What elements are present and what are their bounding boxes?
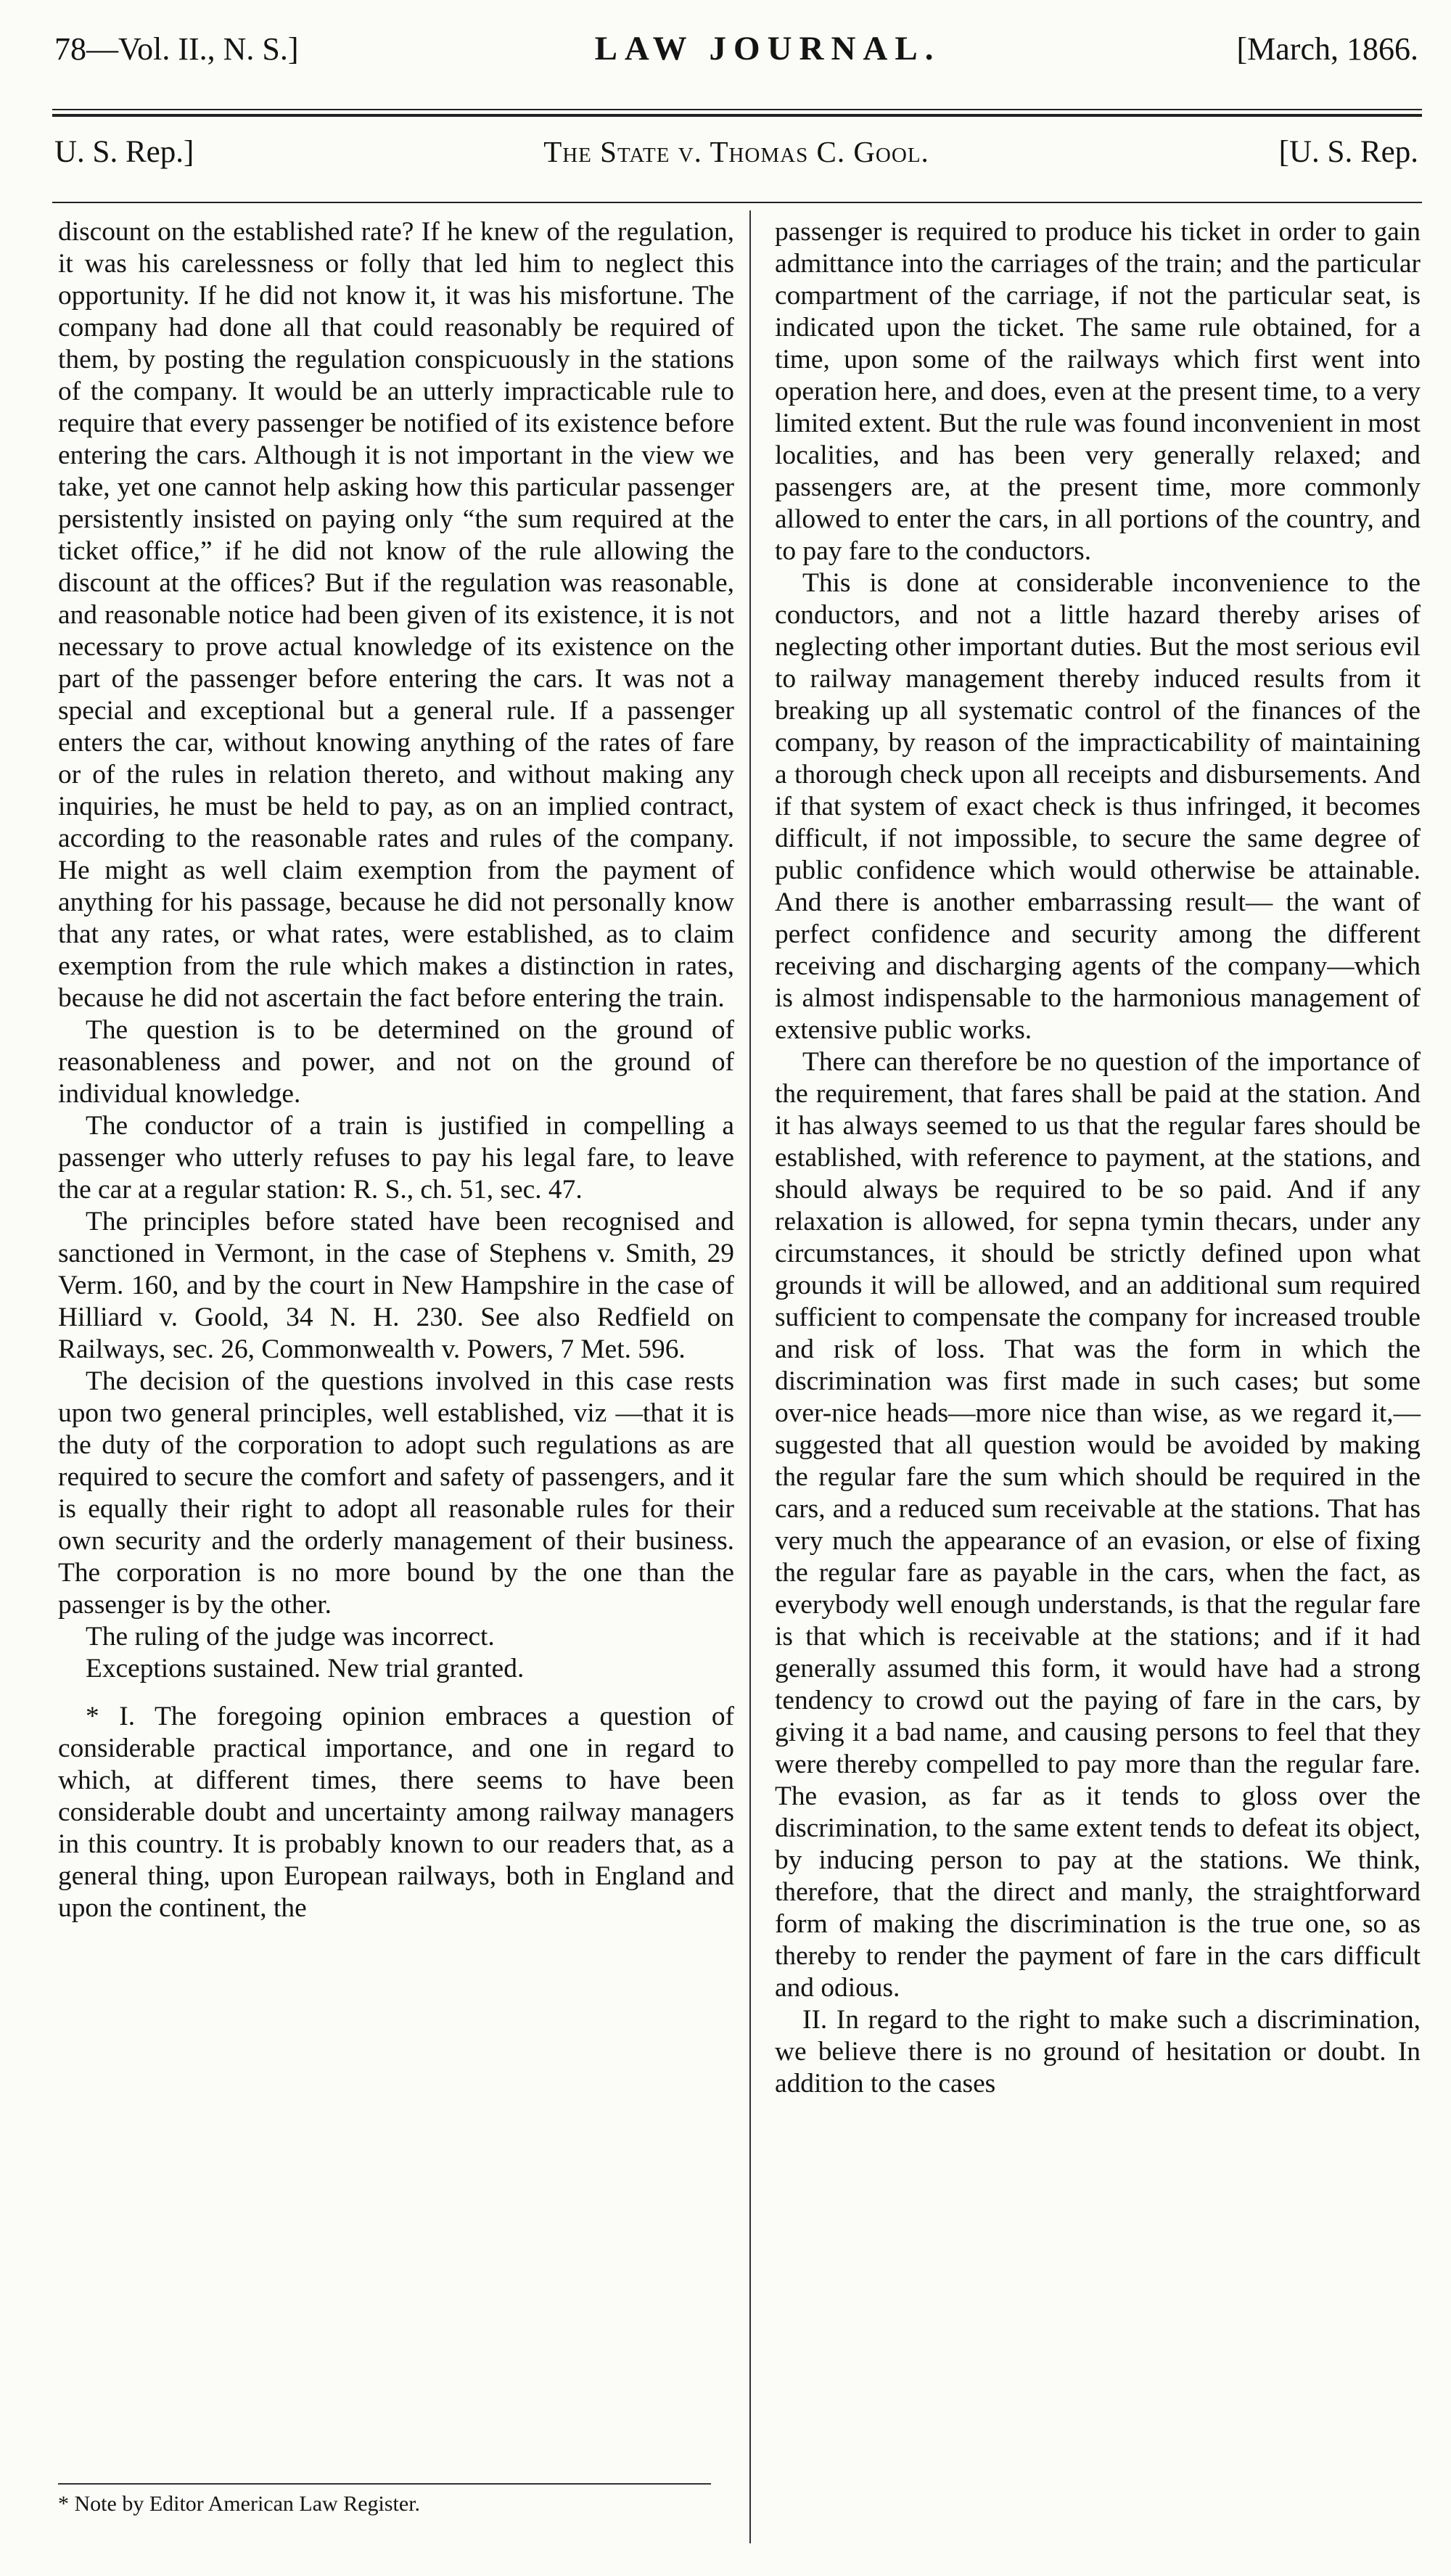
footnote-rule <box>58 2483 711 2485</box>
case-header-rule <box>52 202 1422 203</box>
right-column <box>775 216 1421 2100</box>
ruling-line: The ruling of the judge was incorrect. <box>86 1622 495 1652</box>
paragraph: The principles before stated have been recognised and sanctioned in Vermont, in the case of Stephens v. Smith, 29 Verm. 160, and by the court in New Hampshire in the case of Hilliard v. Goold, 34 N. H. 230. See also Redfield on Railways, sec. 26, Commonwealth v. Powers, 7 Met. 596. <box>58 1207 734 1364</box>
paragraph: passenger is required to produce his ticket in order to gain admittance into the carriages of the train; and the particular compartment of the carriage, if not the particular seat, is indicated upon the ticket. The same rule obtained, for a time, upon some of the railways which first went into operation here, and does, even at the present time, to a very limited extent. But the rule was found inconvenient in most localities, and has been very generally relaxed; and passengers are, at the present time, more commonly allowed to enter the cars, in all portions of the country, and to pay fare to the conductors. <box>775 217 1421 566</box>
header-volume: 78—Vol. II., N. S.] <box>54 31 299 67</box>
paragraph: The question is to be determined on the ground of reasonableness and power, and not on the ground of individual knowledge. <box>58 1015 734 1109</box>
footnote-text: Note by Editor American Law Register. <box>74 2492 421 2516</box>
header-journal-title: LAW JOURNAL. <box>594 30 941 67</box>
paragraph: There can therefore be no question of the importance of the requirement, that fares shall be paid at the station. And it has always seemed to us that the regular fares should be established, with reference to payment, at the stations, and should always be required to be so paid. And if any relaxation is allowed, for sepna tymin thecars, under any circumstances, it should be strictly defined upon what grounds it will be allowed, and an additional sum required sufficient to compensate the company for increased trouble and risk of loss. That was the form in which the discrimination was first made in such cases; but some over-nice heads—more nice than wise, as we regard it,—suggested that all question would be avoided by making the regular fare the sum which should be required in the cars, and a reduced sum receivable at the stations. That has very much the appearance of an evasion, or else of fixing the regular fare as payable in the cars, when the fact, as everybody well enough understands, is that the regular fare is that which is receivable at the stations; and if it had generally assumed this form, it would have had a strong tendency to crowd out the paying of fare in the cars, by giving it a bad name, and causing persons to feel that they were thereby compelled to pay more than the regular fare. The evasion, as far as it tends to gloss over the discrimination, to the same extent tends to defeat its object, by inducing person to pay at the stations. We think, therefore, that the direct and manly, the straightforward form of making the discrimination is the true one, so as thereby to render the payment of fare in the cars difficult and odious. <box>775 1047 1421 2003</box>
report-right: [U. S. Rep. <box>1278 135 1418 169</box>
paragraph: The conductor of a train is justified in compelling a passenger who utterly refuses to pay his legal fare, to leave the car at a regular station: R. S., ch. 51, sec. 47. <box>58 1111 734 1205</box>
left-column <box>58 216 734 1924</box>
footnote-marker: * <box>58 2492 69 2516</box>
report-left: U. S. Rep.] <box>54 135 194 169</box>
footnote <box>58 2492 420 2516</box>
case-header <box>54 134 1418 185</box>
column-divider <box>749 210 751 2543</box>
case-title: The State v. Thomas C. Gool. <box>543 135 929 168</box>
header-rule-thick <box>52 114 1422 117</box>
judgment-line: Exceptions sustained. New trial granted. <box>86 1654 525 1683</box>
paragraph: discount on the established rate? If he knew of the regulation, it was his carelessness or folly that led him to neglect this opportunity. If he did not know it, it was his misfortune. The company had done all that could reasonably be required of them, by posting the regulation conspicuously in the stations of the company. It would be an utterly impracticable rule to require that every passenger be notified of its existence before entering the cars. Although it is not important in the view we take, yet one cannot help asking how this particular passenger persistently insisted on paying only “the sum required at the ticket office,” if he did not know of the rule allowing the discount at the offices? But if the regulation was reasonable, and reasonable notice had been given of its existence, it is not necessary to prove actual knowledge of its existence on the part of the passenger before entering the cars. It was not a special and exceptional but a general rule. If a passenger enters the car, without knowing anything of the rates of fare or of the rules in relation thereto, and without making any inquiries, he must be held to pay, as on an implied contract, according to the reasonable rates and rules of the company. He might as well claim exemption from the payment of anything for his passage, because he did not personally know that any rates, or what rates, were established, as to claim exemption from the rule which makes a distinction in rates, because he did not ascertain the fact before entering the train. <box>58 217 734 1013</box>
paragraph: The decision of the questions involved in this case rests upon two general principles, well established, viz —that it is the duty of the corporation to adopt such regulations as are required to secure the comfort and safety of passengers, and it is equally their right to adopt all reasonable rules for their own security and the orderly management of their business. The corporation is no more bound by the one than the passenger is by the other. <box>58 1366 734 1620</box>
editor-note-paragraph: * I. The foregoing opinion embraces a question of considerable practical importance, and one in regard to which, at different times, there seems to have been considerable doubt and uncertainty among railway managers in this country. It is probably known to our readers that, as a general thing, upon European railways, both in England and upon the continent, the <box>58 1702 734 1923</box>
paragraph: This is done at considerable inconvenience to the conductors, and not a little hazard thereby arises of neglecting other important duties. But the most serious evil to railway management thereby induced results from it breaking up all systematic control of the finances of the company, by reason of the impracticability of maintaining a thorough check upon all receipts and disbursements. And if that system of exact check is thus infringed, it becomes difficult, if not impossible, to secure the same degree of public confidence which would otherwise be attainable. And there is another embarrassing result— the want of perfect confidence and security among the different receiving and discharging agents of the company—which is almost indispensable to the harmonious management of extensive public works. <box>775 568 1421 1045</box>
paragraph: II. In regard to the right to make such a discrimination, we believe there is no ground of hesitation or doubt. In addition to the cases <box>775 2005 1421 2099</box>
header-rule-thin <box>52 109 1422 110</box>
header-date: [March, 1866. <box>1236 31 1418 67</box>
running-header <box>54 29 1418 83</box>
